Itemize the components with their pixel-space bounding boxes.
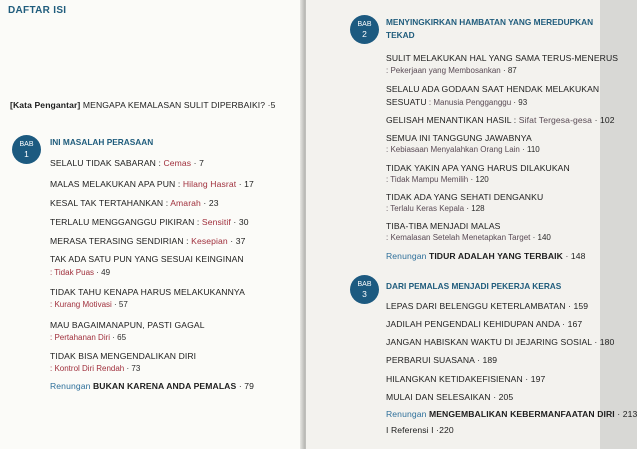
entry-title: GELISAH MENANTIKAN HASIL :	[386, 115, 517, 125]
entry-title: JANGAN HABISKAN WAKTU DI JEJARING SOSIAL	[386, 337, 592, 347]
toc-entry[interactable]	[386, 319, 582, 329]
toc-entry-title[interactable]: TIDAK BISA MENGENDALIKAN DIRI	[50, 351, 197, 361]
entry-keyword: : Kontrol Diri Rendah	[50, 364, 125, 373]
entry-page: · 180	[594, 337, 615, 347]
toc-entry[interactable]	[50, 217, 249, 227]
bab-1-badge	[12, 135, 41, 164]
kata-pengantar-text: MENGAPA KEMALASAN SULIT DIPERBAIKI? ·5	[82, 100, 276, 110]
entry-page: · 57	[114, 300, 128, 309]
entry-page: · 197	[525, 374, 546, 384]
bab-2-title-line1: MENYINGKIRKAN HAMBATAN YANG MEREDUPKAN	[386, 17, 594, 27]
entry-keyword: : Tidak Mampu Memilih	[386, 175, 469, 184]
entry-title-cont: SESUATU	[386, 97, 427, 107]
toc-entry[interactable]	[50, 236, 246, 246]
entry-title: SELALU TIDAK SABARAN :	[50, 158, 161, 168]
toc-entry-title[interactable]: SEMUA INI TANGGUNG JAWABNYA	[386, 133, 532, 143]
toc-entry-title[interactable]: TIDAK ADA YANG SEHATI DENGANKU	[386, 192, 544, 202]
referensi-entry[interactable]: I Referensi I ·220	[386, 425, 454, 435]
entry-keyword: : Kebiasaan Menyalahkan Orang Lain	[386, 145, 520, 154]
kata-pengantar-entry[interactable]	[10, 100, 275, 110]
renungan-entry[interactable]	[386, 409, 637, 419]
renungan-entry[interactable]	[386, 251, 586, 261]
entry-keyword: Kesepian	[191, 236, 228, 246]
entry-page: · 93	[513, 98, 528, 107]
toc-entry-sub	[50, 268, 110, 278]
entry-page: · 49	[96, 268, 111, 277]
toc-entry-sub	[50, 364, 140, 374]
toc-entry[interactable]	[386, 374, 545, 384]
bab-1-number: 1	[24, 148, 29, 159]
renungan-title: TIDUR ADALAH YANG TERBAIK	[428, 251, 563, 261]
entry-page: · 37	[230, 236, 246, 246]
entry-keyword: : Terlalu Keras Kepala	[386, 204, 465, 213]
toc-entry-sub	[386, 66, 517, 76]
entry-page: · 7	[193, 158, 205, 168]
toc-entry-title[interactable]: TIDAK TAHU KENAPA HARUS MELAKUKANNYA	[50, 287, 245, 297]
entry-keyword: : Tidak Puas	[50, 268, 95, 277]
entry-keyword: Amarah	[170, 198, 201, 208]
left-page	[0, 0, 304, 449]
kata-pengantar-tag: [Kata Pengantar]	[10, 100, 81, 110]
entry-keyword: : Kemalasan Setelah Menetapkan Target	[386, 233, 531, 242]
toc-entry-title[interactable]: SELALU ADA GODAAN SAAT HENDAK MELAKUKAN	[386, 84, 600, 94]
toc-entry[interactable]	[50, 198, 219, 208]
entry-keyword: : Pekerjaan yang Membosankan	[386, 66, 501, 75]
entry-title: MERASA TERASING SENDIRIAN :	[50, 236, 189, 246]
entry-page: · 148	[565, 251, 586, 261]
entry-keyword: : Manusia Pengganggu	[428, 98, 512, 107]
toc-entry[interactable]	[386, 301, 588, 311]
entry-title: LEPAS DARI BELENGGU KETERLAMBATAN	[386, 301, 566, 311]
entry-keyword: Sifat Tergesa-gesa	[518, 115, 593, 125]
page-title: DAFTAR ISI	[8, 5, 67, 16]
toc-entry-sub	[50, 300, 128, 310]
entry-page: · 79	[238, 381, 255, 391]
toc-entry[interactable]	[50, 158, 204, 168]
entry-title: PERBARUI SUASANA	[386, 355, 475, 365]
entry-title: TERLALU MENGGANGGU PIKIRAN :	[50, 217, 200, 227]
right-page	[306, 0, 637, 449]
entry-keyword: Sensitif	[201, 217, 231, 227]
entry-page: · 65	[112, 333, 127, 342]
entry-page: · 213	[617, 409, 637, 419]
entry-keyword: Cemas	[163, 158, 192, 168]
toc-entry-sub	[386, 145, 540, 155]
renungan-title: MENGEMBALIKAN KEBERMANFAATAN DIRI	[428, 409, 615, 419]
renungan-title: BUKAN KARENA ANDA PEMALAS	[92, 381, 237, 391]
entry-page: · 140	[532, 233, 551, 242]
toc-entry[interactable]	[386, 337, 614, 347]
toc-entry-sub	[386, 97, 527, 108]
bab-3-badge	[350, 275, 379, 304]
entry-page: · 120	[470, 175, 489, 184]
entry-page: · 30	[233, 217, 249, 227]
toc-entry-title[interactable]: MAU BAGAIMANAPUN, PASTI GAGAL	[50, 320, 205, 330]
toc-entry[interactable]	[386, 392, 513, 402]
toc-entry-sub	[50, 333, 126, 343]
toc-entry-title[interactable]: TIDAK YAKIN APA YANG HARUS DILAKUKAN	[386, 163, 570, 173]
renungan-entry[interactable]	[50, 381, 254, 391]
entry-page: · 205	[493, 392, 514, 402]
entry-page: · 17	[238, 179, 254, 189]
entry-page: · 110	[522, 145, 540, 154]
toc-entry-title[interactable]: SULIT MELAKUKAN HAL YANG SAMA TERUS-MENERUS	[386, 53, 619, 63]
toc-entry[interactable]	[386, 115, 615, 125]
entry-title: HILANGKAN KETIDAKEFISIENAN	[386, 374, 523, 384]
toc-entry[interactable]	[386, 355, 497, 365]
toc-entry-sub	[386, 175, 489, 185]
bab-2-title-line2: TEKAD	[386, 30, 415, 40]
toc-entry-sub	[386, 204, 485, 214]
entry-keyword: : Pertahanan Diri	[50, 333, 111, 342]
entry-keyword: Hilang Hasrat	[182, 179, 237, 189]
bab-2-badge	[350, 15, 379, 44]
entry-page: · 167	[562, 319, 583, 329]
entry-page: · 73	[126, 364, 141, 373]
toc-entry-sub	[386, 233, 551, 243]
entry-title: KESAL TAK TERTAHANKAN :	[50, 198, 169, 208]
entry-page: · 159	[568, 301, 589, 311]
entry-title: MULAI DAN SELESAIKAN	[386, 392, 491, 402]
bab-3-word: BAB	[357, 281, 372, 288]
entry-title: JADILAH PENGENDALI KEHIDUPAN ANDA	[386, 319, 560, 329]
entry-title: MALAS MELAKUKAN APA PUN :	[50, 179, 181, 189]
entry-page: · 23	[203, 198, 219, 208]
bab-1-word: BAB	[19, 141, 34, 148]
entry-page: · 102	[594, 115, 615, 125]
bab-2-word: BAB	[357, 21, 372, 28]
toc-entry-title[interactable]: TAK ADA SATU PUN YANG SESUAI KEINGINAN	[50, 254, 244, 264]
entry-page: · 189	[477, 355, 498, 365]
renungan-label: Renungan	[386, 409, 427, 419]
toc-entry[interactable]	[50, 179, 254, 189]
bab-2-number: 2	[362, 28, 367, 39]
renungan-label: Renungan	[50, 381, 91, 391]
bab-3-number: 3	[362, 288, 367, 299]
bab-1-title: INI MASALAH PERASAAN	[50, 137, 154, 147]
entry-page: · 87	[502, 66, 517, 75]
entry-keyword: : Kurang Motivasi	[50, 300, 112, 309]
entry-page: · 128	[466, 204, 485, 213]
toc-entry-title[interactable]: TIBA-TIBA MENJADI MALAS	[386, 221, 501, 231]
bab-3-title: DARI PEMALAS MENJADI PEKERJA KERAS	[386, 281, 562, 291]
renungan-label: Renungan	[386, 251, 427, 261]
